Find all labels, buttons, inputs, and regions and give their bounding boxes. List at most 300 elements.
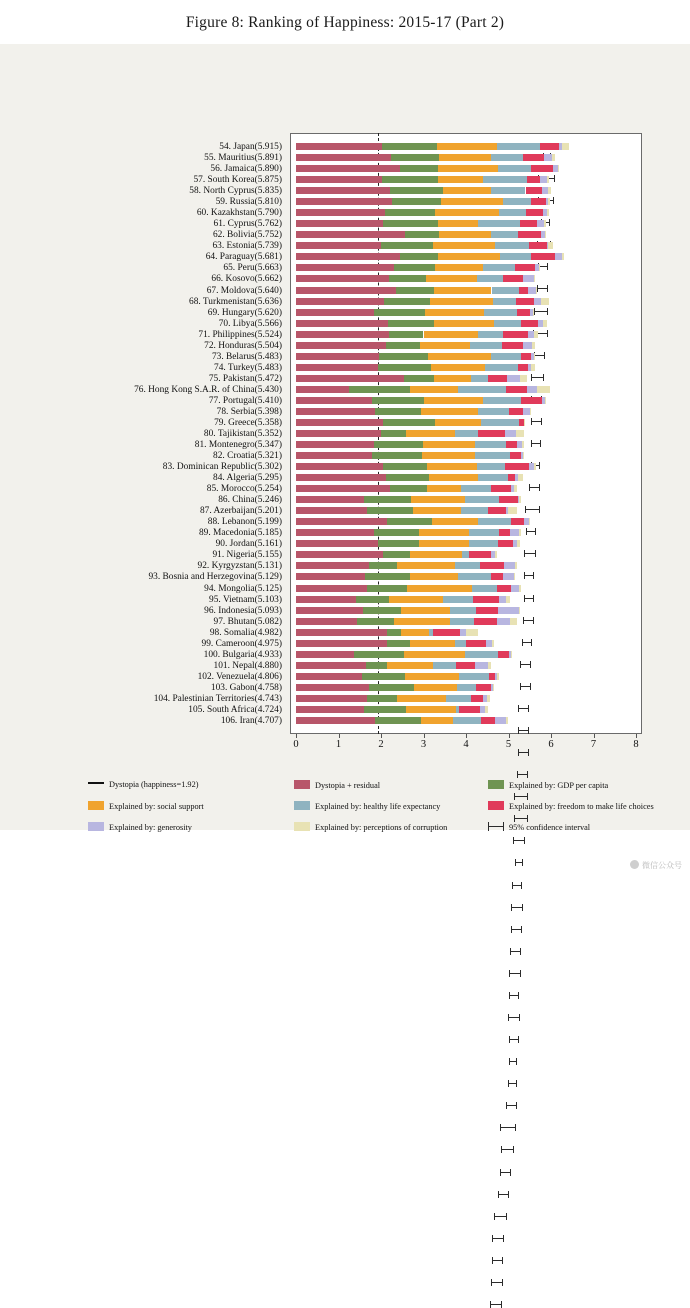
bar-segment — [354, 651, 403, 658]
bar-segment — [488, 507, 506, 514]
row-label: 100. Bulgaria(4.933) — [204, 650, 282, 660]
row-label: 55. Mauritius(5.891) — [204, 153, 282, 163]
bar-segment — [296, 585, 367, 592]
legend-item-freedom — [488, 801, 654, 811]
legend-swatch-gdp-per-capita — [488, 780, 504, 789]
confidence-interval — [501, 1146, 513, 1153]
bar-segment — [510, 529, 519, 536]
bar-segment — [387, 662, 433, 669]
bar-segment — [484, 309, 518, 316]
bar-segment — [478, 430, 504, 437]
bar-segment — [296, 518, 387, 525]
bar-segment — [296, 364, 378, 371]
bar-segment — [473, 596, 499, 603]
bar-segment — [483, 397, 520, 404]
bar-segment — [372, 397, 424, 404]
bar-segment — [492, 287, 519, 294]
legend-label: Explained by: social support — [109, 802, 204, 811]
bar-segment — [367, 507, 413, 514]
bar-segment — [499, 496, 518, 503]
bar-segment — [296, 673, 362, 680]
table-row — [290, 220, 642, 227]
row-label: 59. Russia(5.810) — [216, 197, 282, 207]
bar-segment — [506, 386, 527, 393]
bar-segment — [544, 154, 552, 161]
bar-segment — [520, 220, 537, 227]
bar-segment — [405, 673, 459, 680]
table-row — [290, 507, 642, 514]
row-label: 60. Kazakhstan(5.790) — [197, 208, 282, 218]
legend-swatch-dystopia-residual — [294, 780, 310, 789]
bar-segment — [386, 474, 429, 481]
bar-segment — [518, 364, 527, 371]
x-tick-label: 4 — [463, 739, 468, 750]
row-label: 104. Palestinian Territories(4.743) — [154, 694, 282, 704]
legend-item-healthy-life-expectancy — [294, 801, 440, 811]
bar-segment — [374, 309, 425, 316]
row-label: 90. Jordan(5.161) — [216, 539, 282, 549]
bar-segment — [296, 320, 388, 327]
bar-segment — [459, 673, 489, 680]
bar-segment — [385, 209, 435, 216]
table-row — [290, 364, 642, 371]
bar-segment — [531, 253, 554, 260]
bar-segment — [296, 397, 372, 404]
table-row — [290, 419, 642, 426]
bar-segment — [394, 618, 450, 625]
table-row — [290, 397, 642, 404]
table-row — [290, 607, 642, 614]
table-row — [290, 198, 642, 205]
bar-segment — [478, 331, 503, 338]
bar-segment — [389, 275, 426, 282]
table-row — [290, 375, 642, 382]
table-row — [290, 596, 642, 603]
bar-segment — [526, 187, 542, 194]
x-tick-label: 2 — [378, 739, 383, 750]
bar-segment — [548, 242, 553, 249]
bar-segment — [495, 242, 529, 249]
bar-segment — [443, 187, 491, 194]
bar-segment — [518, 231, 541, 238]
bar-segment — [491, 154, 524, 161]
table-row — [290, 551, 642, 558]
legend-item-corruption — [294, 822, 447, 832]
bar-segment — [497, 143, 540, 150]
table-row — [290, 540, 642, 547]
bar-segment — [446, 695, 472, 702]
row-label: 64. Paraguay(5.681) — [206, 252, 282, 262]
table-row — [290, 573, 642, 580]
bar-segment — [497, 618, 511, 625]
bar-segment — [534, 353, 536, 360]
bar-segment — [383, 551, 411, 558]
bar-segment — [502, 342, 524, 349]
legend-item-generosity — [88, 822, 192, 832]
table-row — [290, 342, 642, 349]
bar-segment — [503, 275, 522, 282]
row-label: 75. Pakistan(5.472) — [209, 374, 282, 384]
bar-segment — [296, 198, 392, 205]
table-row — [290, 441, 642, 448]
bar-segment — [505, 463, 529, 470]
bar-segment — [475, 662, 488, 669]
row-label: 106. Iran(4.707) — [221, 716, 282, 726]
bar-segment — [443, 596, 473, 603]
row-label: 57. South Korea(5.875) — [193, 175, 282, 185]
bar-segment — [547, 209, 549, 216]
bar-segment — [372, 452, 422, 459]
row-label: 65. Peru(5.663) — [223, 263, 282, 273]
bar-segment — [476, 684, 490, 691]
table-row — [290, 662, 642, 669]
bar-segment — [511, 585, 520, 592]
bar-segment — [430, 298, 493, 305]
bar-segment — [507, 375, 519, 382]
bar-segment — [558, 165, 560, 172]
table-row — [290, 331, 642, 338]
bar-segment — [540, 143, 559, 150]
bar-segment — [375, 408, 421, 415]
bar-segment — [438, 165, 498, 172]
bar-segment — [296, 430, 381, 437]
legend-label: Explained by: GDP per capita — [509, 781, 608, 790]
bar-segment — [499, 209, 526, 216]
row-label: 98. Somalia(4.982) — [210, 628, 282, 638]
bar-segment — [533, 309, 534, 316]
bar-segment — [364, 706, 406, 713]
bar-segment — [394, 264, 435, 271]
row-label: 61. Cyprus(5.762) — [214, 219, 283, 229]
bar-segment — [511, 518, 524, 525]
bar-segment — [437, 143, 497, 150]
bar-segment — [485, 364, 519, 371]
bar-segment — [495, 717, 506, 724]
bar-segment — [366, 662, 386, 669]
bar-segment — [296, 209, 385, 216]
table-row — [290, 695, 642, 702]
bar-segment — [517, 540, 520, 547]
bar-segment — [425, 309, 484, 316]
bar-segment — [296, 596, 356, 603]
bar-segment — [441, 198, 503, 205]
x-tick — [339, 734, 340, 738]
row-label: 99. Cameroon(4.975) — [202, 639, 282, 649]
bar-segment — [397, 562, 455, 569]
bar-segment — [388, 320, 434, 327]
table-row — [290, 463, 642, 470]
bar-segment — [562, 253, 564, 260]
table-row — [290, 518, 642, 525]
bar-segment — [517, 309, 530, 316]
legend-label: Explained by: healthy life expectancy — [315, 802, 440, 811]
confidence-interval — [500, 1124, 516, 1131]
bar-segment — [474, 618, 497, 625]
bar-segment — [387, 629, 401, 636]
bar-segment — [521, 353, 531, 360]
bar-segment — [520, 375, 527, 382]
bar-segment — [483, 264, 515, 271]
bar-segment — [530, 408, 531, 415]
row-label: 83. Dominican Republic(5.302) — [163, 462, 282, 472]
bar-segment — [357, 618, 394, 625]
bar-segment — [296, 684, 369, 691]
bar-segment — [483, 176, 527, 183]
confidence-interval — [494, 1213, 507, 1220]
bar-segment — [527, 176, 541, 183]
bar-segment — [413, 507, 461, 514]
bar-segment — [424, 397, 483, 404]
confidence-interval — [491, 1279, 502, 1286]
bar-segment — [488, 375, 508, 382]
bar-segment — [383, 463, 427, 470]
x-tick-label: 0 — [293, 739, 298, 750]
plot-area — [290, 133, 642, 734]
row-label: 91. Nigeria(5.155) — [212, 550, 282, 560]
table-row — [290, 187, 642, 194]
row-label: 68. Turkmenistan(5.636) — [189, 297, 282, 307]
table-row — [290, 529, 642, 536]
bar-segment — [387, 518, 432, 525]
bar-segment — [495, 551, 496, 558]
bar-segment — [296, 253, 400, 260]
legend-swatch-confidence-interval — [488, 822, 504, 831]
bar-segment — [296, 375, 404, 382]
bar-segment — [426, 275, 477, 282]
bar-segment — [510, 618, 517, 625]
bar-segment — [478, 518, 510, 525]
bar-segment — [387, 640, 410, 647]
bar-segment — [296, 573, 365, 580]
table-row — [290, 452, 642, 459]
table-row — [290, 353, 642, 360]
bar-segment — [491, 485, 511, 492]
bar-segment — [435, 264, 483, 271]
row-label: 77. Portugal(5.410) — [209, 396, 282, 406]
bar-segment — [537, 386, 549, 393]
table-row — [290, 717, 642, 724]
bar-segment — [406, 706, 456, 713]
confidence-interval — [498, 1191, 509, 1198]
row-label: 88. Lebanon(5.199) — [208, 517, 282, 527]
bar-segment — [428, 353, 491, 360]
confidence-interval — [512, 882, 521, 889]
bar-segment — [401, 629, 429, 636]
bar-segment — [548, 198, 549, 205]
table-row — [290, 474, 642, 481]
bar-segment — [378, 364, 431, 371]
bar-segment — [296, 562, 369, 569]
row-label: 97. Bhutan(5.082) — [214, 617, 282, 627]
row-label: 93. Bosnia and Herzegovina(5.129) — [148, 572, 282, 582]
row-label: 76. Hong Kong S.A.R. of China(5.430) — [134, 385, 282, 395]
bar-segment — [508, 507, 517, 514]
row-label: 105. South Africa(4.724) — [188, 705, 282, 715]
bar-segment — [296, 275, 389, 282]
row-label: 70. Libya(5.566) — [219, 319, 282, 329]
bar-segment — [459, 706, 480, 713]
legend-swatch-healthy-life-expectancy — [294, 801, 310, 810]
bar-segment — [432, 518, 478, 525]
bar-segment — [545, 397, 546, 404]
x-tick-label: 1 — [336, 739, 341, 750]
bar-segment — [544, 220, 547, 227]
bar-segment — [389, 331, 423, 338]
legend-swatch-dystopia-line — [88, 782, 104, 784]
bar-segment — [296, 187, 390, 194]
bar-segment — [382, 143, 437, 150]
bar-segment — [457, 684, 476, 691]
bar-segment — [391, 154, 439, 161]
bar-segment — [521, 320, 538, 327]
bar-segment — [491, 573, 503, 580]
table-row — [290, 585, 642, 592]
bar-segment — [466, 629, 478, 636]
bar-segment — [519, 607, 520, 614]
bar-segment — [522, 441, 524, 448]
bar-segment — [543, 320, 546, 327]
table-row — [290, 165, 642, 172]
bar-segment — [429, 474, 478, 481]
bar-segment — [476, 607, 498, 614]
bar-segment — [434, 287, 492, 294]
bar-segment — [296, 331, 389, 338]
bar-segment — [500, 253, 531, 260]
table-row — [290, 242, 642, 249]
bar-segment — [497, 585, 511, 592]
table-row — [290, 154, 642, 161]
bar-segment — [364, 496, 410, 503]
bar-segment — [503, 198, 531, 205]
table-row — [290, 143, 642, 150]
bar-segment — [390, 187, 444, 194]
bar-segment — [410, 573, 458, 580]
row-label: 72. Honduras(5.504) — [204, 341, 282, 351]
bar-segment — [506, 717, 508, 724]
bar-segment — [481, 717, 495, 724]
legend-label: Explained by: generosity — [109, 823, 192, 832]
row-label: 84. Algeria(5.295) — [213, 473, 282, 483]
bar-segment — [435, 419, 481, 426]
bar-segment — [461, 507, 488, 514]
bar-segment — [410, 640, 455, 647]
bar-segment — [519, 287, 528, 294]
bar-segment — [383, 419, 434, 426]
bar-segment — [296, 540, 378, 547]
confidence-interval — [490, 1301, 501, 1308]
bar-segment — [455, 562, 480, 569]
bar-segment — [400, 253, 438, 260]
bar-segment — [478, 220, 520, 227]
bar-segment — [433, 629, 460, 636]
legend-item-social-support — [88, 801, 204, 811]
bar-segment — [435, 209, 500, 216]
bar-segment — [498, 607, 519, 614]
bar-segment — [493, 298, 516, 305]
bar-segment — [363, 607, 401, 614]
bar-segment — [367, 695, 398, 702]
bar-segment — [506, 441, 517, 448]
bar-segment — [296, 408, 375, 415]
bar-segment — [296, 485, 390, 492]
legend — [88, 780, 648, 842]
bar-segment — [515, 562, 517, 569]
confidence-interval — [509, 1058, 518, 1065]
table-row — [290, 673, 642, 680]
x-tick — [636, 734, 637, 738]
bar-segment — [477, 275, 503, 282]
row-label: 58. North Cyprus(5.835) — [189, 186, 282, 196]
bar-segment — [296, 496, 364, 503]
bar-segment — [296, 629, 387, 636]
bar-segment — [411, 496, 465, 503]
bar-segment — [427, 485, 461, 492]
bar-segment — [404, 651, 465, 658]
bar-segment — [296, 706, 364, 713]
bar-segment — [405, 231, 439, 238]
bar-segment — [491, 231, 518, 238]
bar-segment — [519, 496, 521, 503]
table-row — [290, 485, 642, 492]
bar-segment — [296, 342, 386, 349]
bar-segment — [470, 342, 502, 349]
bar-segment — [296, 287, 396, 294]
bar-segment — [296, 353, 379, 360]
bar-segment — [439, 231, 491, 238]
bar-segment — [458, 386, 506, 393]
bar-segment — [421, 408, 478, 415]
bar-segment — [497, 673, 499, 680]
bar-segment — [547, 176, 549, 183]
legend-label: Explained by: perceptions of corruption — [315, 823, 447, 832]
bar-segment — [475, 452, 509, 459]
bar-segment — [439, 154, 490, 161]
bar-segment — [379, 353, 427, 360]
bar-segment — [438, 253, 500, 260]
bar-segment — [396, 287, 434, 294]
row-label: 102. Venezuela(4.806) — [198, 672, 282, 682]
bar-segment — [515, 264, 535, 271]
bar-segment — [455, 640, 466, 647]
bar-segment — [389, 596, 443, 603]
table-row — [290, 706, 642, 713]
bar-segment — [296, 551, 383, 558]
bar-segment — [516, 430, 524, 437]
bar-segment — [438, 176, 483, 183]
bar-segment — [519, 529, 521, 536]
table-row — [290, 275, 642, 282]
legend-swatch-generosity — [88, 822, 104, 831]
bar-segment — [534, 463, 537, 470]
bar-segment — [433, 242, 495, 249]
x-tick-label: 3 — [421, 739, 426, 750]
bar-segment — [510, 452, 521, 459]
bar-segment — [392, 198, 441, 205]
bar-segment — [386, 342, 420, 349]
bar-segment — [367, 585, 407, 592]
bar-segment — [523, 275, 534, 282]
bar-segment — [422, 452, 475, 459]
x-tick-label: 6 — [548, 739, 553, 750]
bar-segment — [472, 585, 497, 592]
legend-item-confidence-interval — [488, 822, 590, 832]
bar-segment — [369, 562, 397, 569]
confidence-interval — [492, 1235, 504, 1242]
bar-segment — [509, 408, 522, 415]
bar-segment — [423, 441, 476, 448]
row-label: 62. Bolivia(5.752) — [213, 230, 282, 240]
bar-segment — [296, 607, 363, 614]
